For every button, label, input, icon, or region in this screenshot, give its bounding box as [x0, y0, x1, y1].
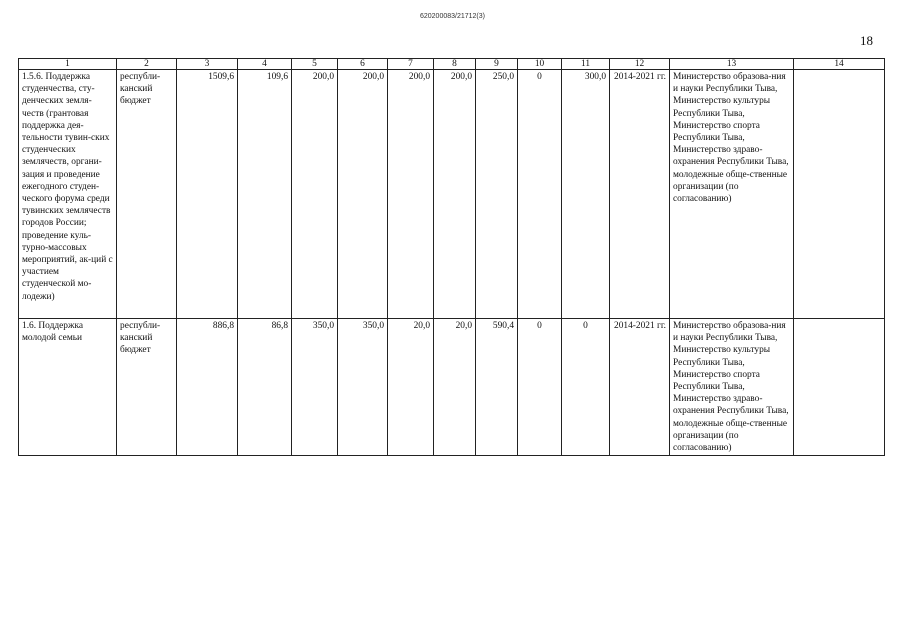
amount-cell: 350,0 [292, 319, 338, 456]
amount-cell: 200,0 [338, 70, 388, 319]
document-id: 620200083/21712(3) [419, 13, 485, 20]
total-amount: 1509,6 [177, 70, 238, 319]
column-header: 2 [117, 59, 177, 70]
amount-cell: 0 [562, 319, 610, 456]
result-cell [794, 319, 885, 456]
column-header: 4 [238, 59, 292, 70]
amount-cell: 20,0 [434, 319, 476, 456]
column-header: 10 [518, 59, 562, 70]
column-header: 12 [610, 59, 670, 70]
amount-cell: 200,0 [434, 70, 476, 319]
amount-cell: 200,0 [292, 70, 338, 319]
funding-source: республи-канский бюджет [117, 70, 177, 319]
amount-cell: 250,0 [476, 70, 518, 319]
period-cell: 2014-2021 гг. [610, 70, 670, 319]
total-amount: 886,8 [177, 319, 238, 456]
column-header: 9 [476, 59, 518, 70]
executors-cell: Министерство образова-ния и науки Республики Тыва, Министерство культуры Республики Тыва, Министерство спорта Республики Тыва, Министерство здраво-охранения Республики Тыва, молодежные обще-ственные организации (по согласованию) [670, 319, 794, 456]
table-row [19, 70, 885, 319]
measure-name: 1.5.6. Поддержка студенчества, сту-денческих земля-честв (грантовая поддержка дея-тельности тувин-ских студенческих землячеств, органи-зация и проведение ежегодного студен-ческого форума среди тувинских землячеств городов России; проведение куль-турно-массовых мероприятий, ак-ций с участием студенческой мо-лодежи) [19, 70, 117, 319]
funding-source: республи-канский бюджет [117, 319, 177, 456]
column-header: 3 [177, 59, 238, 70]
column-header: 8 [434, 59, 476, 70]
measure-name: 1.6. Поддержка молодой семьи [19, 319, 117, 456]
amount-cell: 86,8 [238, 319, 292, 456]
amount-cell: 20,0 [388, 319, 434, 456]
executors-cell: Министерство образова-ния и науки Республики Тыва, Министерство культуры Республики Тыва, Министерство спорта Республики Тыва, Министерство здраво-охранения Республики Тыва, молодежные обще-ственные организации (по согласованию) [670, 70, 794, 319]
amount-cell: 109,6 [238, 70, 292, 319]
column-header: 11 [562, 59, 610, 70]
column-header: 7 [388, 59, 434, 70]
amount-cell: 0 [518, 319, 562, 456]
period-cell: 2014-2021 гг. [610, 319, 670, 456]
column-header: 5 [292, 59, 338, 70]
column-number-row [19, 59, 885, 70]
result-cell [794, 70, 885, 319]
amount-cell: 350,0 [338, 319, 388, 456]
amount-cell: 0 [518, 70, 562, 319]
amount-cell: 200,0 [388, 70, 434, 319]
column-header: 1 [19, 59, 117, 70]
amount-cell: 300,0 [562, 70, 610, 319]
column-header: 6 [338, 59, 388, 70]
program-table [18, 58, 885, 456]
table-row [19, 319, 885, 456]
column-header: 14 [794, 59, 885, 70]
column-header: 13 [670, 59, 794, 70]
amount-cell: 590,4 [476, 319, 518, 456]
page-number: 18 [860, 33, 873, 48]
